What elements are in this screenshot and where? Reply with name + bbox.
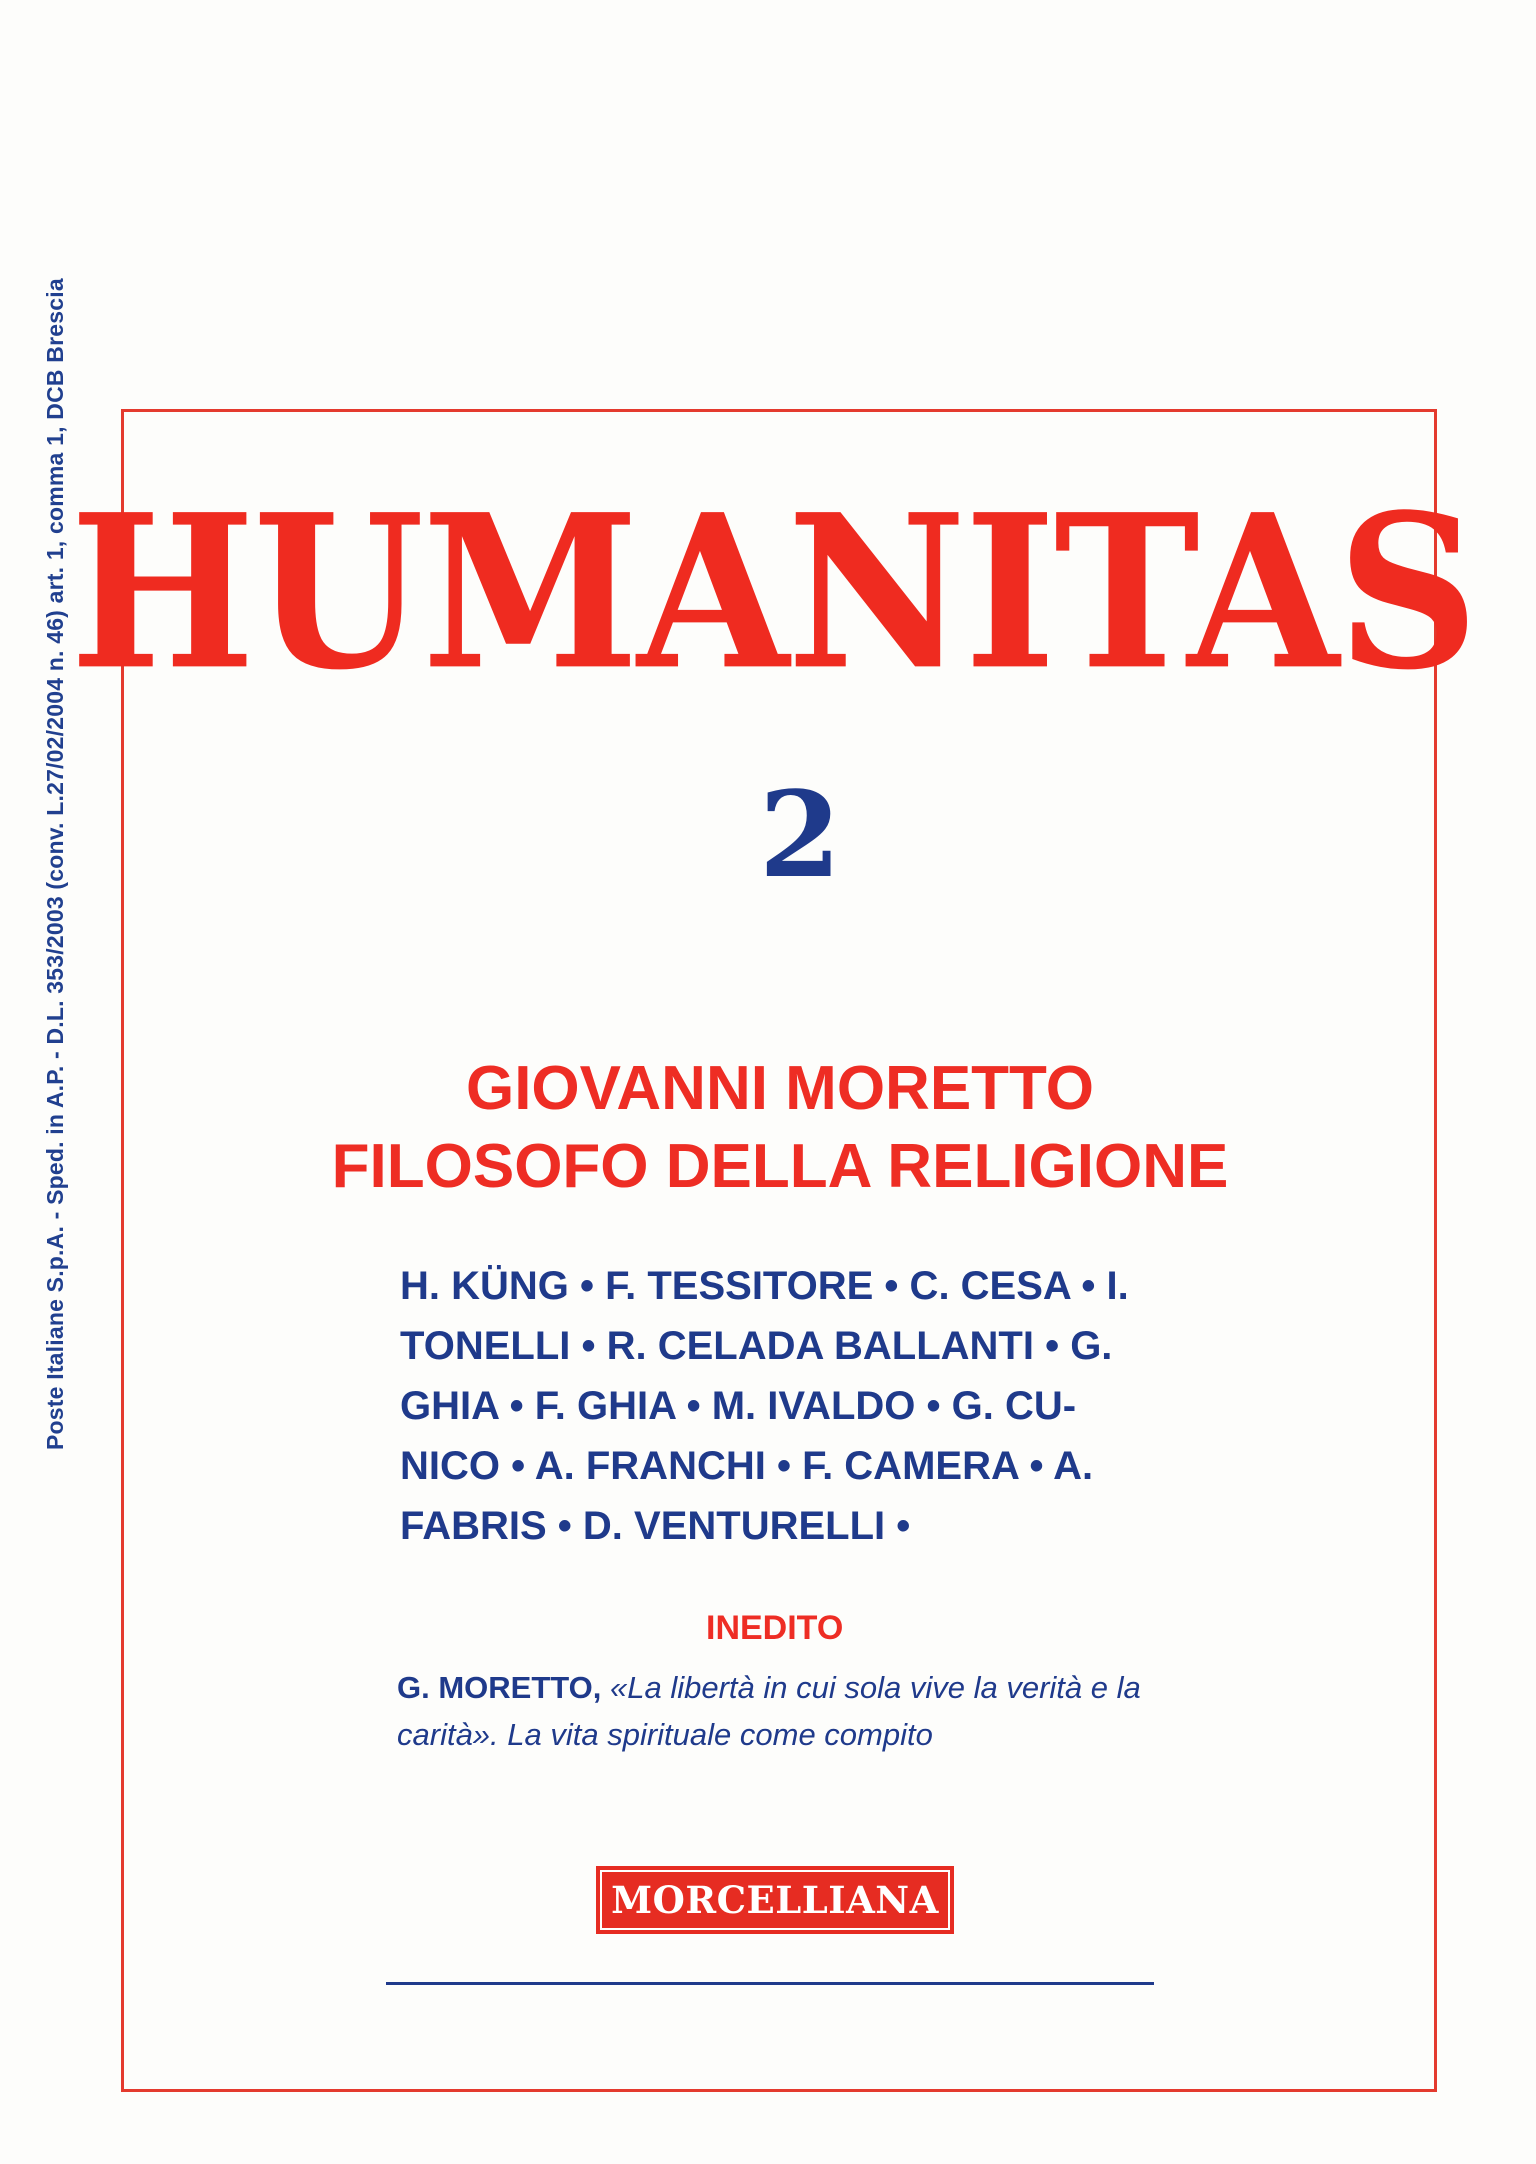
publisher-name: MORCELLIANA [600, 1870, 950, 1930]
contributors-line: NICO • A. FRANCHI • F. CAMERA • A. [400, 1444, 1094, 1488]
bottom-rule [386, 1982, 1154, 1985]
contributors-list [400, 1256, 1180, 1556]
unpublished-text-entry [397, 1664, 1197, 1758]
unpublished-author: G. MORETTO, [397, 1670, 610, 1705]
unpublished-title: «La libertà in cui sola vive la verità e la carità». La vita spirituale come compito [397, 1670, 1141, 1752]
issue-number: 2 [758, 765, 842, 904]
headline-line-2: FILOSOFO DELLA RELIGIONE [331, 1132, 1229, 1201]
issue-headline [220, 1050, 1340, 1206]
postal-notice: Poste Italiane S.p.A. - Sped. in A.P. - D.L. 353/2003 (conv. L.27/02/2004 n. 46) art. 1, comma 1, DCB Brescia [42, 278, 68, 1450]
publisher-logo [596, 1866, 954, 1934]
contributors-line: H. KÜNG • F. TESSITORE • C. CESA • I. [400, 1264, 1129, 1308]
contributors-line: TONELLI • R. CELADA BALLANTI • G. [400, 1324, 1113, 1368]
contributors-line: GHIA • F. GHIA • M. IVALDO • G. CU- [400, 1384, 1077, 1428]
section-label-inedito: INEDITO [706, 1609, 844, 1647]
contributors-line: FABRIS • D. VENTURELLI • [400, 1504, 911, 1548]
journal-masthead: HUMANITAS [70, 468, 1477, 718]
headline-line-1: GIOVANNI MORETTO [465, 1054, 1095, 1123]
